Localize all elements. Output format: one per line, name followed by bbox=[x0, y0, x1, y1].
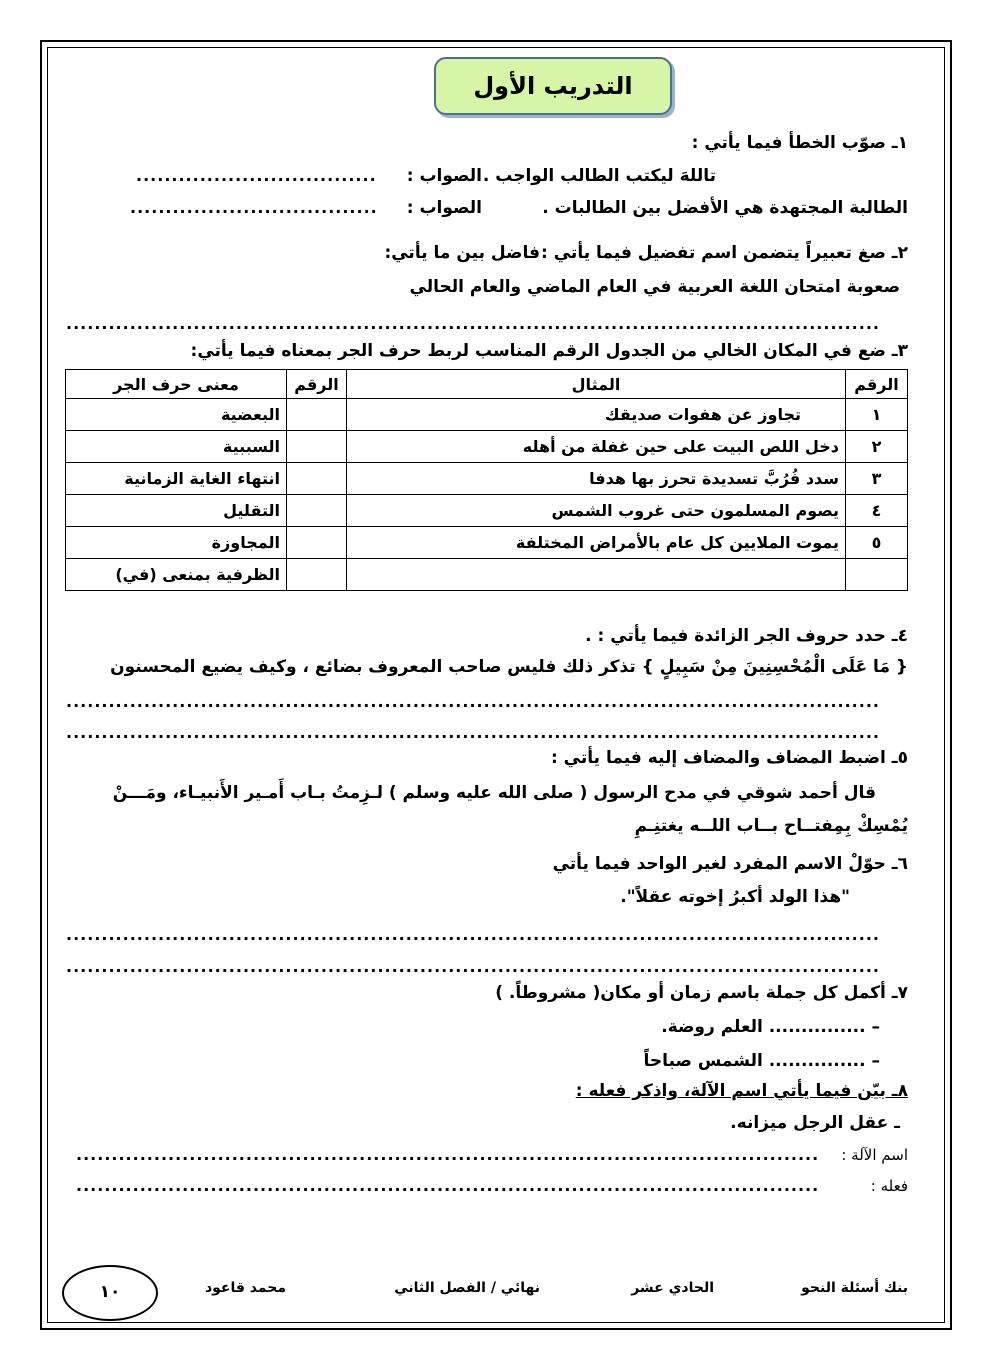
col-header-example: المثال bbox=[347, 370, 846, 399]
q8-heading: ٨ـ بيّن فيما يأتي اسم الآلة، واذكر فعله : bbox=[575, 1081, 908, 1101]
row-meaning: الظرفية بمنعى (في) bbox=[66, 559, 287, 591]
preposition-table bbox=[65, 369, 908, 591]
q3-heading: ٣ـ ضع في المكان الخالي من الجدول الرقم المناسب لربط حرف الجر بمعناه فيما يأتي: bbox=[190, 341, 908, 361]
table-row bbox=[66, 431, 908, 463]
q2-text: صعوبة امتحان اللغة العربية في العام الماضي والعام الحالي bbox=[409, 277, 900, 297]
footer-author: محمد قاعود bbox=[204, 1280, 286, 1296]
col-header-meaning: معنى حرف الجر bbox=[66, 370, 287, 399]
q8-label-tool: اسم الآلة : bbox=[841, 1146, 908, 1164]
q5-heading: ٥ـ اضبط المضاف والمضاف إليه فيما يأتي : bbox=[550, 748, 908, 768]
row-num: ٥ bbox=[846, 527, 908, 559]
row-meaning: التقليل bbox=[66, 495, 287, 527]
q2-answer-dots: ................................................................................................................... bbox=[66, 315, 880, 333]
q7-item-2: – ............... الشمس صباحاً bbox=[643, 1051, 880, 1071]
q8-label-verb: فعله : bbox=[870, 1177, 908, 1195]
row-meaning: انتهاء الغاية الزمانية bbox=[66, 463, 287, 495]
footer-grade: الحادي عشر bbox=[631, 1280, 714, 1296]
row-example bbox=[347, 559, 846, 591]
row-example: يموت الملايين كل عام بالأمراض المختلفة bbox=[347, 527, 846, 559]
q8-text: ـ عقل الرجل ميزانه. bbox=[730, 1113, 900, 1133]
row-num: ٤ bbox=[846, 495, 908, 527]
q1-answer-label-1: الصواب : bbox=[406, 166, 482, 186]
q5-line1: قال أحمد شوقي في مدح الرسول ( صلى الله عليه وسلم ) لـزِمتُ بـاب أَمـير الأَنبيـاء، ومَـــنْ bbox=[112, 783, 876, 803]
row-num: ٣ bbox=[846, 463, 908, 495]
row-example: سدد فُرُبَّ تسديدة تحرز بها هدفا bbox=[347, 463, 846, 495]
footer-term: نهائي / الفصل الثاني bbox=[394, 1280, 540, 1296]
table-row bbox=[66, 527, 908, 559]
q1-answer-dots-1: .................................. bbox=[136, 167, 377, 185]
q5-line2: يُمْسِكْ بِمِفتــاح بــاب اللــه يغتنِـمِ bbox=[634, 816, 908, 836]
q6-answer-dots-1: ................................................................................................................... bbox=[66, 926, 880, 944]
page-number: ١٠ bbox=[62, 1265, 158, 1321]
answer-cell[interactable] bbox=[287, 495, 347, 527]
q6-text: "هذا الولد أكبرُ إخوته عقلاً". bbox=[620, 887, 850, 907]
row-meaning: السببية bbox=[66, 431, 287, 463]
q1-answer-label-2: الصواب : bbox=[406, 198, 482, 218]
q1-line1: تاللهَ ليكتب الطالب الواجب . bbox=[482, 166, 716, 186]
q1-answer-dots-2: ................................... bbox=[130, 199, 378, 217]
q2-sub: فاضل بين ما يأتي: bbox=[384, 243, 540, 263]
q8-answer-dots-1: ......................................................................................................... bbox=[76, 1146, 820, 1164]
q4-heading: ٤ـ حدد حروف الجر الزائدة فيما يأتي : . bbox=[585, 626, 908, 646]
q1-line2: الطالبة المجتهدة هي الأفضل بين الطالبات . bbox=[542, 198, 908, 218]
row-example: تجاوز عن هفوات صديقك bbox=[347, 399, 846, 431]
row-num: ٢ bbox=[846, 431, 908, 463]
page-title: التدريب الأول bbox=[434, 57, 672, 115]
q8-answer-dots-2: ......................................................................................................... bbox=[76, 1177, 820, 1195]
table-row bbox=[66, 399, 908, 431]
table-row bbox=[66, 495, 908, 527]
row-example: دخل اللص البيت على حين غفلة من أهله bbox=[347, 431, 846, 463]
q1-heading: ١ـ صوّب الخطأ فيما يأتي : bbox=[691, 133, 908, 153]
table-header-row bbox=[66, 370, 908, 399]
q4-text: { مَا عَلَى الْمُحْسِنِينَ مِنْ سَبِيلٍ } تذكر ذلك فليس صاحب المعروف بضائع ، وكيف يضيع المحسنون bbox=[110, 657, 908, 677]
table-row bbox=[66, 559, 908, 591]
q6-answer-dots-2: ................................................................................................................... bbox=[66, 958, 880, 976]
q4-answer-dots-1: ................................................................................................................... bbox=[66, 693, 880, 711]
q4-answer-dots-2: ................................................................................................................... bbox=[66, 724, 880, 742]
q2-heading: ٢ـ صغ تعبيراً يتضمن اسم تفضيل فيما يأتي : bbox=[541, 243, 908, 263]
q7-item-1: – ............... العلم روضة. bbox=[661, 1017, 880, 1037]
row-meaning: المجاوزة bbox=[66, 527, 287, 559]
row-meaning: البعضية bbox=[66, 399, 287, 431]
answer-cell[interactable] bbox=[287, 399, 347, 431]
q6-heading: ٦ـ حوّلْ الاسم المفرد لغير الواحد فيما يأتي bbox=[552, 854, 908, 874]
row-example: يصوم المسلمون حتى غروب الشمس bbox=[347, 495, 846, 527]
row-num: ١ bbox=[846, 399, 908, 431]
footer-bank: بنك أسئلة النحو bbox=[801, 1280, 908, 1296]
answer-cell[interactable] bbox=[287, 431, 347, 463]
answer-cell[interactable] bbox=[287, 527, 347, 559]
answer-cell[interactable] bbox=[287, 559, 347, 591]
col-header-answer: الرقم bbox=[287, 370, 347, 399]
answer-cell[interactable] bbox=[287, 463, 347, 495]
q7-heading: ٧ـ أكمل كل جملة باسم زمان أو مكان( مشروطاً. ) bbox=[495, 983, 908, 1003]
row-num bbox=[846, 559, 908, 591]
col-header-num: الرقم bbox=[846, 370, 908, 399]
table-row bbox=[66, 463, 908, 495]
